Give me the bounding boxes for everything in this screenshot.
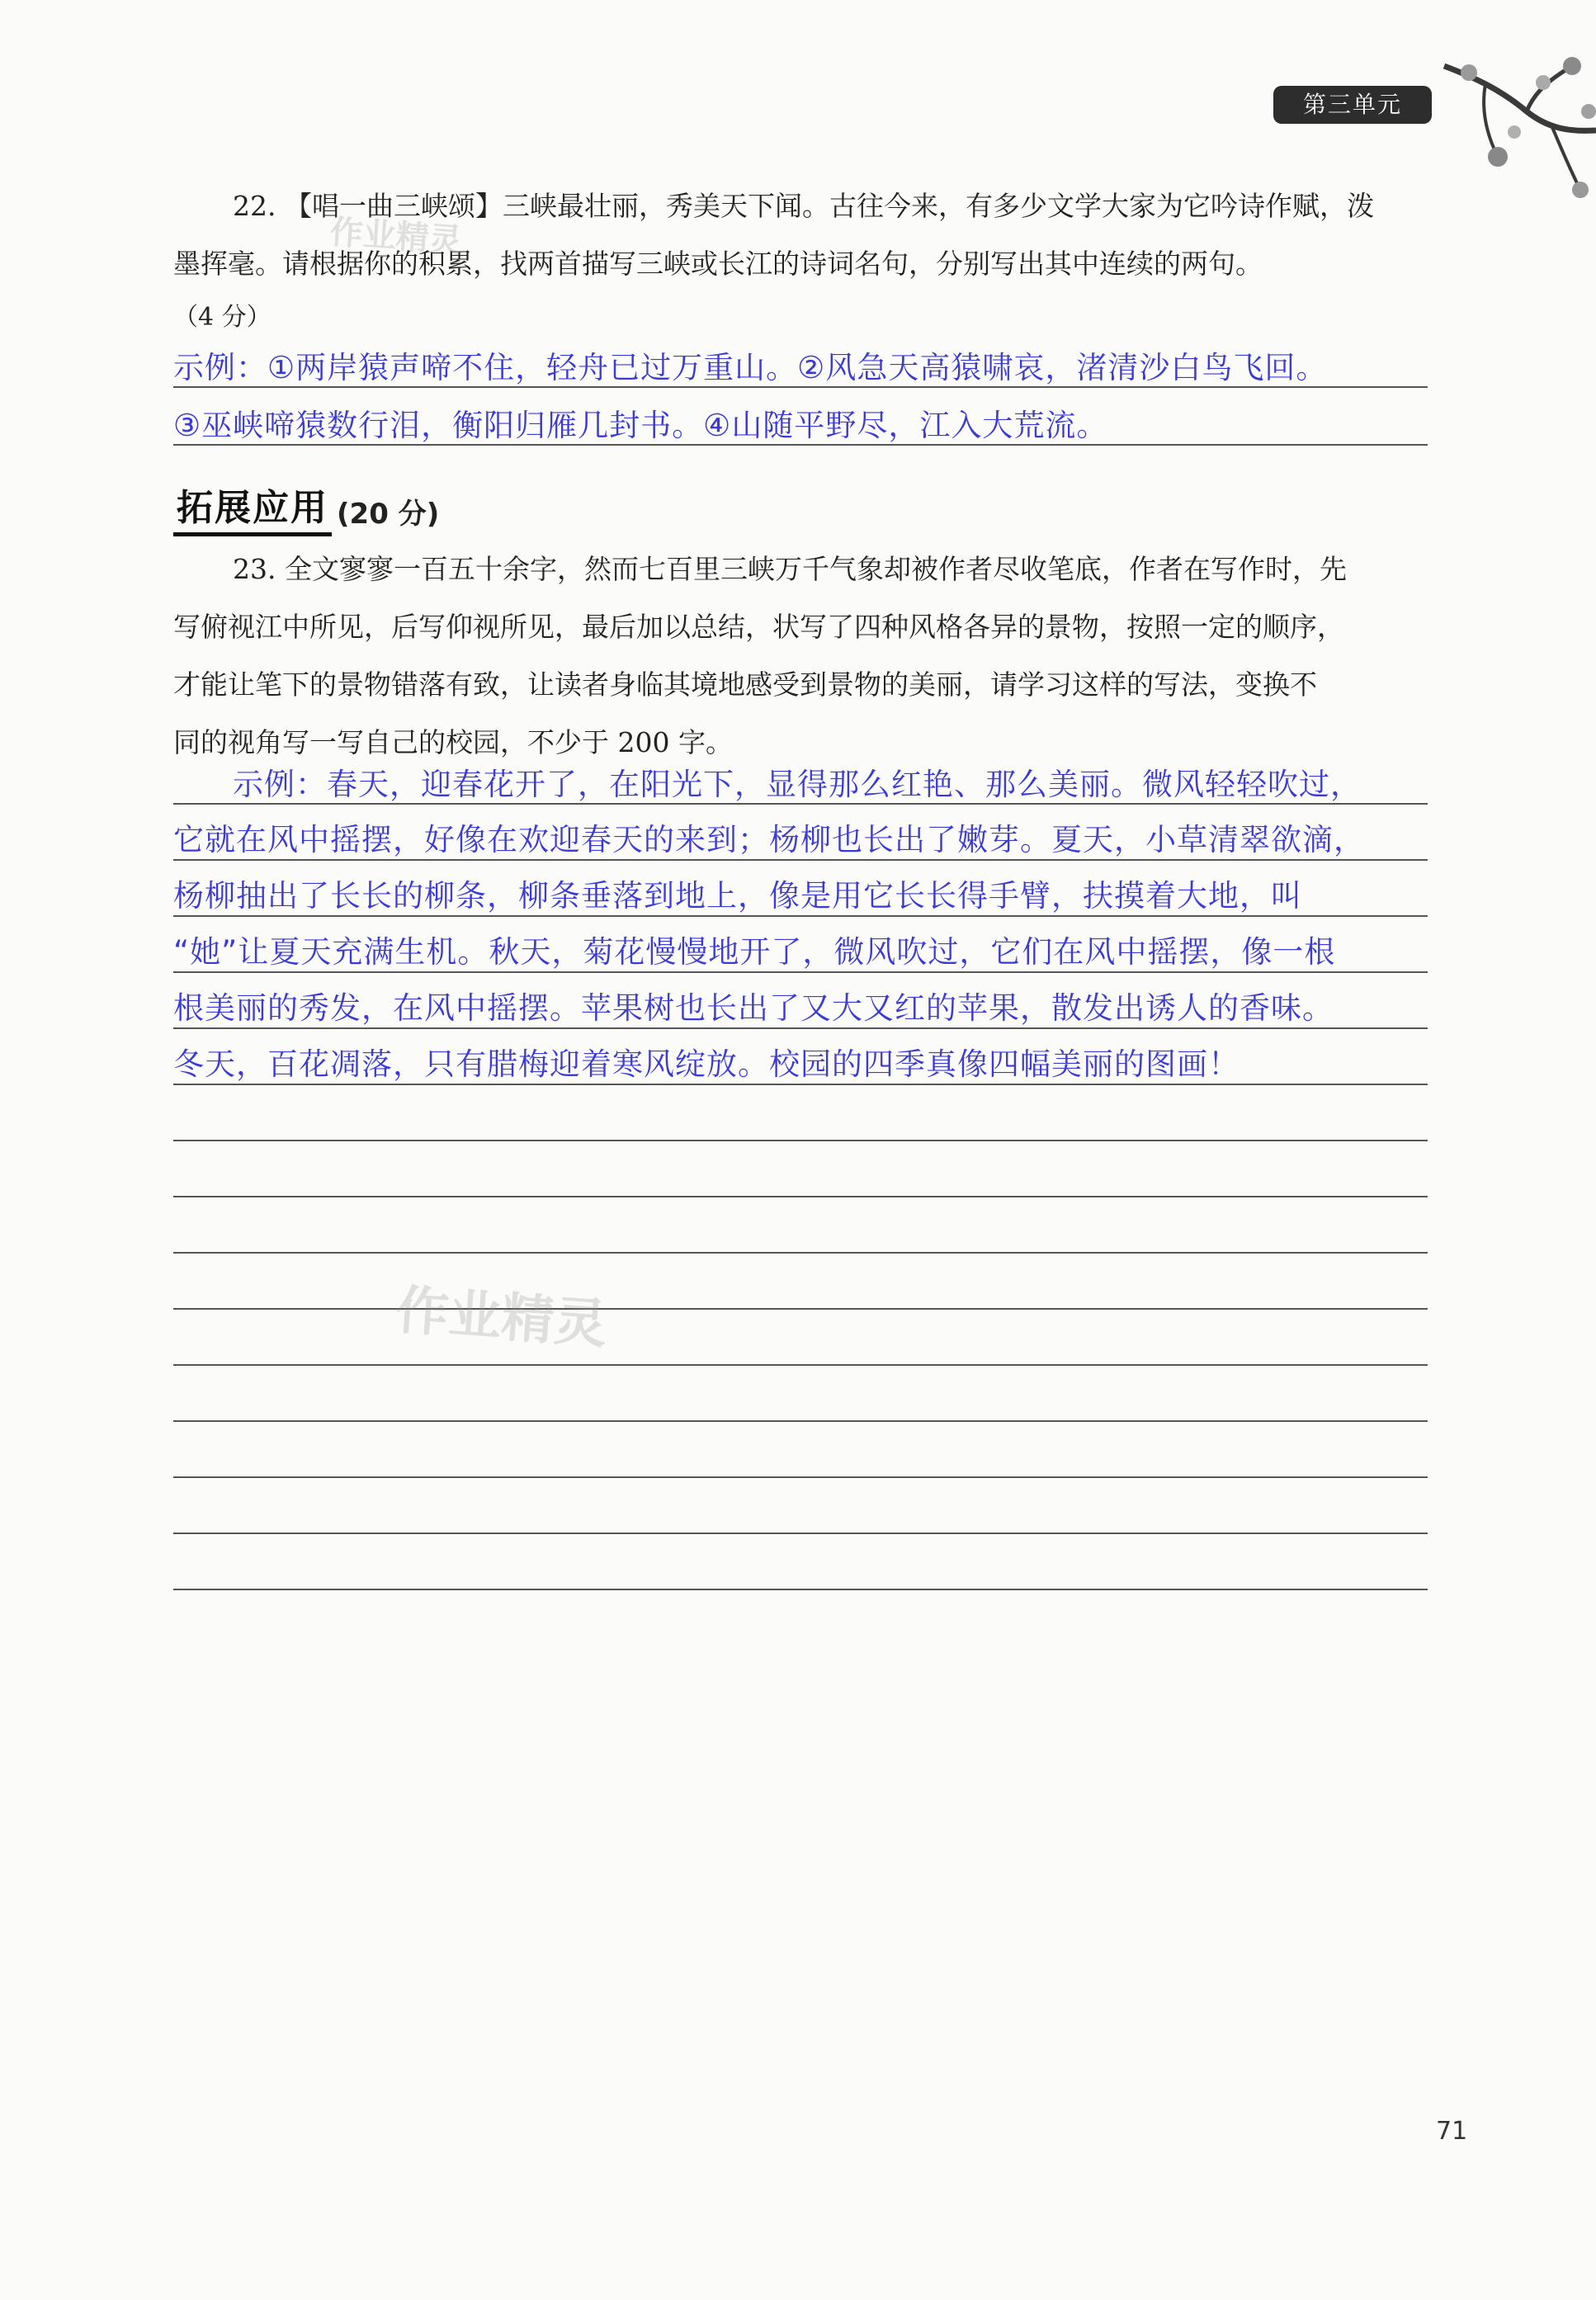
q23-line-2: 写俯视江中所见，后写仰视所见，最后加以总结，状写了四种风格各异的景物，按照一定的顺序， xyxy=(173,611,1344,643)
watermark: 作业精灵 xyxy=(328,213,464,261)
q22-line-1: 22. 【唱一曲三峡颂】三峡最壮丽，秀美天下闻。古往今来，有多少文学大家为它吟诗作赋，泼 xyxy=(233,190,1374,222)
q23-answer-line-3: 杨柳抽出了长长的柳条，柳条垂落到地上，像是用它长长得手臂，扶摸着大地，叫 xyxy=(173,878,1302,914)
q23-line-3: 才能让笔下的景物错落有致，让读者身临其境地感受到景物的美丽，请学习这样的写法，变换不 xyxy=(173,668,1317,701)
plum-branch-illustration xyxy=(1436,33,1596,198)
q22-score: （4 分） xyxy=(173,303,272,332)
watermark: 作业精灵 xyxy=(394,1280,609,1356)
answer-rule xyxy=(173,1252,1428,1254)
q23-answer-line-1: 示例：春天，迎春花开了，在阳光下，显得那么红艳、那么美丽。微风轻轻吹过， xyxy=(233,767,1362,802)
q23-line-4: 同的视角写一写自己的校园，不少于 200 字。 xyxy=(173,726,733,758)
unit-tab: 第三单元 xyxy=(1273,86,1432,124)
q23-answer-line-6: 冬天，百花凋落，只有腊梅迎着寒风绽放。校园的四季真像四幅美丽的图画！ xyxy=(173,1046,1239,1082)
page-number: 71 xyxy=(1436,2117,1468,2146)
question-23 xyxy=(173,541,1428,772)
answer-rule xyxy=(173,1589,1428,1590)
q23-line-1: 23. 全文寥寥一百五十余字，然而七百里三峡万千气象却被作者尽收笔底，作者在写作时，先 xyxy=(233,553,1347,585)
q23-answer-line-5: 根美丽的秀发，在风中摇摆。苹果树也长出了又大又红的苹果，散发出诱人的香味。 xyxy=(173,990,1334,1026)
answer-rule xyxy=(173,1420,1428,1422)
answer-rule xyxy=(173,1196,1428,1197)
answer-rule xyxy=(173,1140,1428,1141)
answer-rule xyxy=(173,1308,1428,1310)
answer-rule xyxy=(173,1364,1428,1366)
answer-rule xyxy=(173,859,1428,861)
section-heading xyxy=(173,487,439,536)
q22-answer-line-2: ③巫峡啼猿数行泪，衡阳归雁几封书。④山随平野尽，江入大荒流。 xyxy=(173,408,1108,443)
q22-answer-line-1: 示例：①两岸猿声啼不住，轻舟已过万重山。②风急天高猿啸哀，渚清沙白鸟飞回。 xyxy=(173,350,1328,385)
answer-rule xyxy=(173,803,1428,805)
q22-line-2: 墨挥毫。请根据你的积累，找两首描写三峡或长江的诗词名句，分别写出其中连续的两句。 xyxy=(173,248,1263,280)
answer-rule xyxy=(173,1476,1428,1478)
answer-rule xyxy=(173,971,1428,973)
answer-rule xyxy=(173,1533,1428,1534)
q23-answer-line-2: 它就在风中摇摆，好像在欢迎春天的来到；杨柳也长出了嫩芽。夏天，小草清翠欲滴， xyxy=(173,822,1365,857)
answer-rule xyxy=(173,444,1428,446)
question-22 xyxy=(173,177,1428,342)
answer-rule xyxy=(173,1027,1428,1029)
section-score: (20 分) xyxy=(337,498,440,531)
answer-rule xyxy=(173,1084,1428,1085)
answer-rule xyxy=(173,386,1428,388)
section-title: 拓展应用 xyxy=(173,478,332,536)
answer-rule xyxy=(173,915,1428,917)
q23-answer-line-4: “她”让夏天充满生机。秋天，菊花慢慢地开了，微风吹过，它们在风中摇摆，像一根 xyxy=(173,934,1336,970)
